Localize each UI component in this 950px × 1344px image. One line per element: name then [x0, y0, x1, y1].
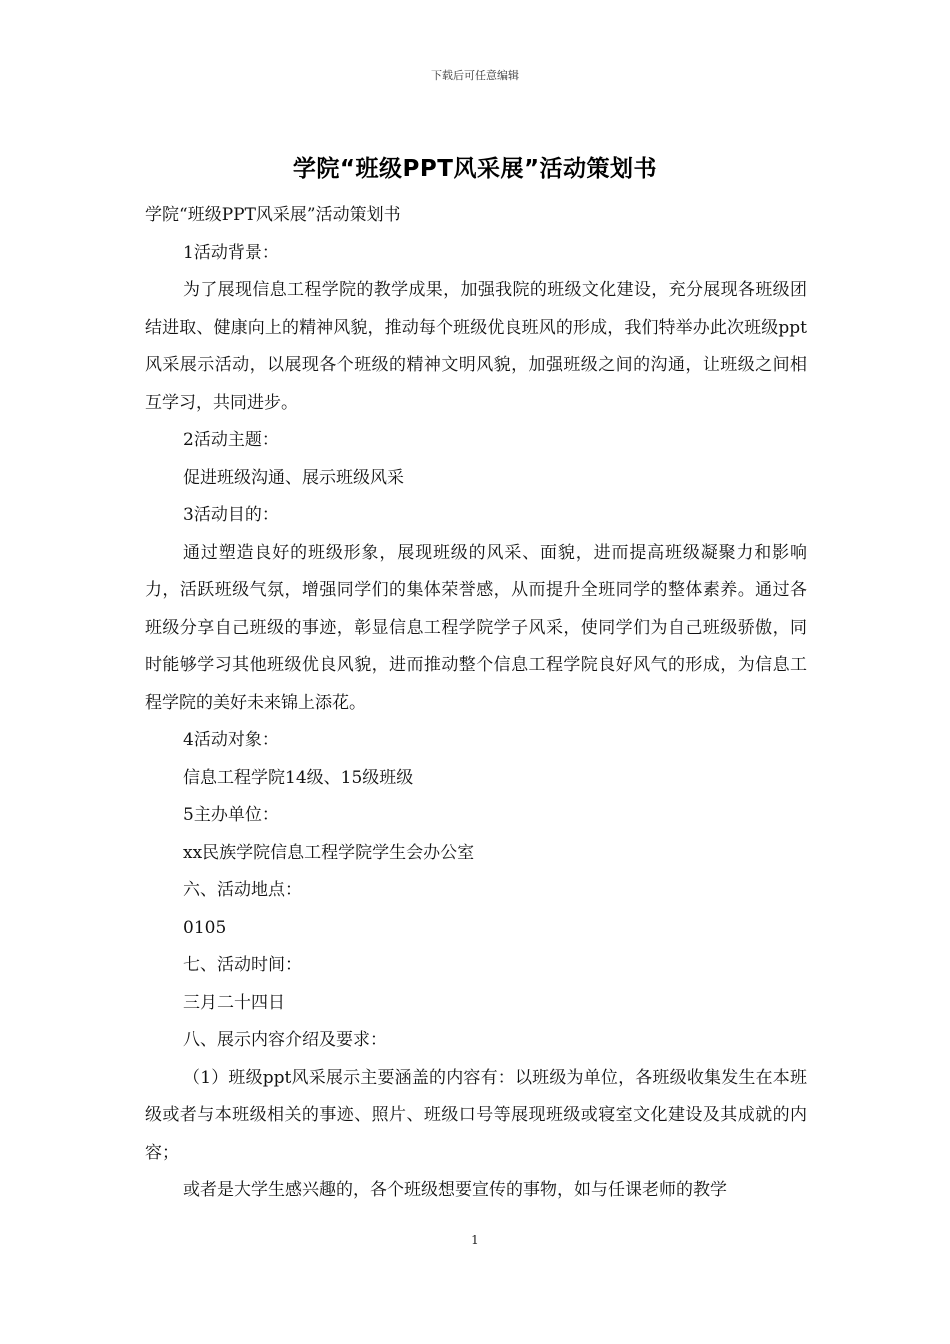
paragraph: 5主办单位：: [183, 805, 279, 825]
paragraph: 三月二十四日: [183, 992, 285, 1013]
paragraph: xx民族学院信息工程学院学生会办公室: [183, 842, 475, 863]
paragraph: 1活动背景：: [183, 242, 279, 263]
paragraph: 0105: [183, 917, 227, 938]
paragraph: 七、活动时间：: [183, 955, 302, 975]
document-title: 学院“班级PPT风采展”活动策划书: [292, 156, 658, 182]
paragraph: 或者是大学生感兴趣的，各个班级想要宣传的事物，如与任课老师的教学: [183, 1180, 727, 1200]
paragraph: 信息工程学院14级、15级班级: [183, 767, 414, 788]
paragraph: 学院“班级PPT风采展”活动策划书: [145, 205, 401, 225]
paragraph: 2活动主题：: [183, 430, 279, 450]
paragraph: 促进班级沟通、展示班级风采: [183, 467, 404, 488]
paragraph: 为了展现信息工程学院的教学成果，加强我院的班级文化建设，充分展现各班级团结进取、健康向上的精神风貌，推动每个班级优良班风的形成，我们特举办此次班级ppt风采展示活动，以展现各个班级的精神文明风貌，加强班级之间的沟通，让班级之间相互学习，共同进步。: [145, 280, 807, 413]
page-number: 1: [471, 1233, 479, 1247]
paragraph: 六、活动地点：: [183, 880, 302, 900]
paragraph: （1）班级ppt风采展示主要涵盖的内容有：以班级为单位，各班级收集发生在本班级或者与本班级相关的事迹、照片、班级口号等展现班级或寝室文化建设及其成就的内容；: [145, 1067, 807, 1163]
header-note: 下载后可任意编辑: [431, 69, 519, 82]
paragraph: 通过塑造良好的班级形象，展现班级的风采、面貌，进而提高班级凝聚力和影响力，活跃班级气氛，增强同学们的集体荣誉感，从而提升全班同学的整体素养。通过各班级分享自己班级的事迹，彰显信息工程学院学子风采，使同学们为自己班级骄傲，同时能够学习其他班级优良风貌，进而推动整个信息工程学院良好风气的形成，为信息工程学院的美好未来锦上添花。: [145, 542, 807, 713]
document-body: [145, 197, 807, 1210]
paragraph: 八、展示内容介绍及要求：: [183, 1030, 387, 1050]
paragraph: 3活动目的：: [183, 505, 279, 525]
paragraph: 4活动对象：: [183, 730, 279, 750]
